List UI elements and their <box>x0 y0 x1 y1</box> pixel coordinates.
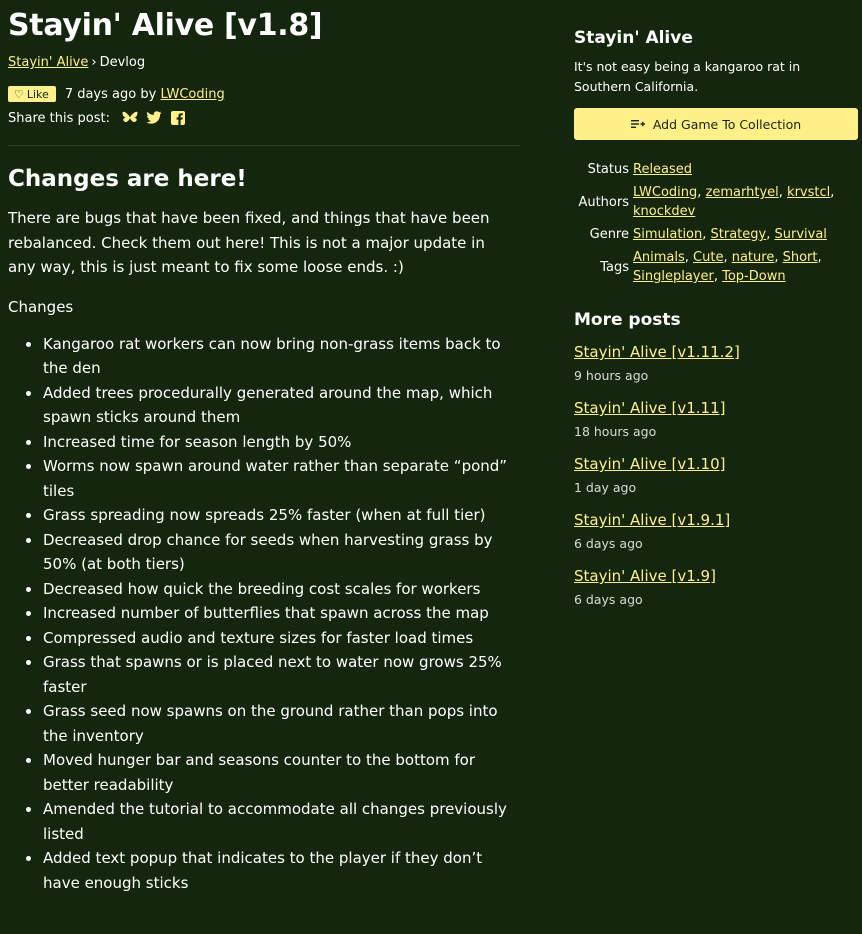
game-description: It's not easy being a kangaroo rat in Southern California. <box>574 59 801 94</box>
heart-icon: ♡ <box>14 87 24 101</box>
author-link[interactable]: LWCoding <box>160 86 225 102</box>
genre-cell: Simulation, Strategy, Survival <box>633 227 827 242</box>
list-item <box>574 454 858 496</box>
genre-link-survival[interactable]: Survival <box>774 227 827 242</box>
authors-cell: LWCoding, zemarhtyel, krvstcl, knockdev <box>633 185 835 219</box>
tag-link-cute[interactable]: Cute <box>693 250 724 265</box>
list-item: • Increased number of butterflies that spawn across the map <box>42 601 520 626</box>
post-title: Stayin' Alive [v1.8] <box>8 8 323 43</box>
more-post-link[interactable]: Stayin' Alive [v1.11] <box>574 399 726 417</box>
like-button[interactable] <box>8 86 56 102</box>
more-post-time: 18 hours ago <box>574 424 657 439</box>
authors-label: Authors <box>578 194 629 210</box>
more-posts-list <box>574 342 858 608</box>
list-item: • Decreased how quick the breeding cost scales for workers <box>42 577 520 602</box>
more-post-time: 6 days ago <box>574 592 643 607</box>
genre-link-strategy[interactable]: Strategy <box>710 227 767 242</box>
share-label: Share this post: <box>8 110 110 126</box>
list-item: • Grass that spawns or is placed next to water now grows 25% faster <box>42 650 520 699</box>
more-posts-heading: More posts <box>574 310 681 330</box>
author-link-lwcoding[interactable]: LWCoding <box>633 185 698 200</box>
tag-link-singleplayer[interactable]: Singleplayer <box>633 269 714 284</box>
genre-link-simulation[interactable]: Simulation <box>633 227 703 242</box>
tag-link-short[interactable]: Short <box>782 250 818 265</box>
list-item: • Decreased drop chance for seeds when harvesting grass by 50% (at both tiers) <box>42 528 520 577</box>
more-post-time: 9 hours ago <box>574 368 649 383</box>
list-item <box>574 398 858 440</box>
divider <box>8 145 520 146</box>
list-item: • Added text popup that indicates to the player if they don’t have enough sticks <box>42 846 520 895</box>
list-item: • Added trees procedurally generated around the map, which spawn sticks around them <box>42 381 520 430</box>
tags-label: Tags <box>600 259 629 275</box>
list-item: • Compressed audio and texture sizes for faster load times <box>42 626 520 651</box>
breadcrumb-current: Devlog <box>99 55 146 70</box>
changes-list <box>8 332 520 896</box>
more-post-time: 6 days ago <box>574 536 643 551</box>
list-item: • Grass spreading now spreads 25% faster (when at full tier) <box>42 503 520 528</box>
add-list-icon <box>631 117 645 132</box>
tags-cell: Animals, Cute, nature, Short, Singleplayer, Top-Down <box>633 250 822 284</box>
post-intro: There are bugs that have been fixed, and things that have been rebalanced. Check them out here! This is not a major update in any way, this is just meant to fix some loose ends. :) <box>8 209 490 276</box>
sidebar <box>574 26 858 622</box>
post-heading: Changes are here! <box>8 166 247 192</box>
twitter-icon[interactable] <box>146 111 162 125</box>
breadcrumb <box>8 54 520 72</box>
author-link-zemarhtyel[interactable]: zemarhtyel <box>705 185 779 200</box>
add-to-collection-button[interactable] <box>574 108 858 140</box>
list-item: • Grass seed now spawns on the ground rather than pops into the inventory <box>42 699 520 748</box>
tag-link-animals[interactable]: Animals <box>633 250 685 265</box>
info-row-tags <box>574 248 834 290</box>
more-post-link[interactable]: Stayin' Alive [v1.9] <box>574 567 716 585</box>
list-item <box>574 342 858 384</box>
add-to-collection-label: Add Game To Collection <box>652 116 802 132</box>
like-label: Like <box>26 87 49 101</box>
info-row-status <box>574 160 834 183</box>
list-item: • Moved hunger bar and seasons counter to the bottom for better readability <box>42 748 520 797</box>
genre-label: Genre <box>589 227 629 242</box>
list-item <box>574 510 858 552</box>
list-item: • Worms now spawn around water rather than separate “pond” tiles <box>42 454 520 503</box>
post-meta <box>8 84 520 104</box>
game-title: Stayin' Alive <box>574 28 693 48</box>
status-value-cell <box>633 160 834 183</box>
game-info-table <box>574 160 834 290</box>
more-post-time: 1 day ago <box>574 480 637 495</box>
posted-ago: 7 days ago by <box>64 86 157 102</box>
status-link[interactable]: Released <box>633 162 693 177</box>
info-row-genre <box>574 225 834 248</box>
breadcrumb-separator: › <box>91 55 97 70</box>
list-item: • Amended the tutorial to accommodate all changes previously listed <box>42 797 520 846</box>
post-main <box>8 6 520 895</box>
bluesky-icon[interactable] <box>122 111 138 125</box>
list-item: • Kangaroo rat workers can now bring non-grass items back to the den <box>42 332 520 381</box>
breadcrumb-game-link[interactable]: Stayin' Alive <box>8 55 89 70</box>
info-row-authors <box>574 183 834 225</box>
changes-heading: Changes <box>8 297 74 316</box>
more-post-link[interactable]: Stayin' Alive [v1.9.1] <box>574 511 731 529</box>
share-row <box>8 109 520 127</box>
more-post-link[interactable]: Stayin' Alive [v1.11.2] <box>574 343 740 361</box>
facebook-icon[interactable] <box>170 111 186 125</box>
list-item: • Increased time for season length by 50% <box>42 430 520 455</box>
status-label: Status <box>587 162 629 177</box>
author-link-krvstcl[interactable]: krvstcl <box>787 185 831 200</box>
author-link-knockdev[interactable]: knockdev <box>633 204 696 219</box>
list-item <box>574 566 858 608</box>
more-post-link[interactable]: Stayin' Alive [v1.10] <box>574 455 726 473</box>
tag-link-nature[interactable]: nature <box>731 250 775 265</box>
tag-link-top-down[interactable]: Top-Down <box>722 269 786 284</box>
